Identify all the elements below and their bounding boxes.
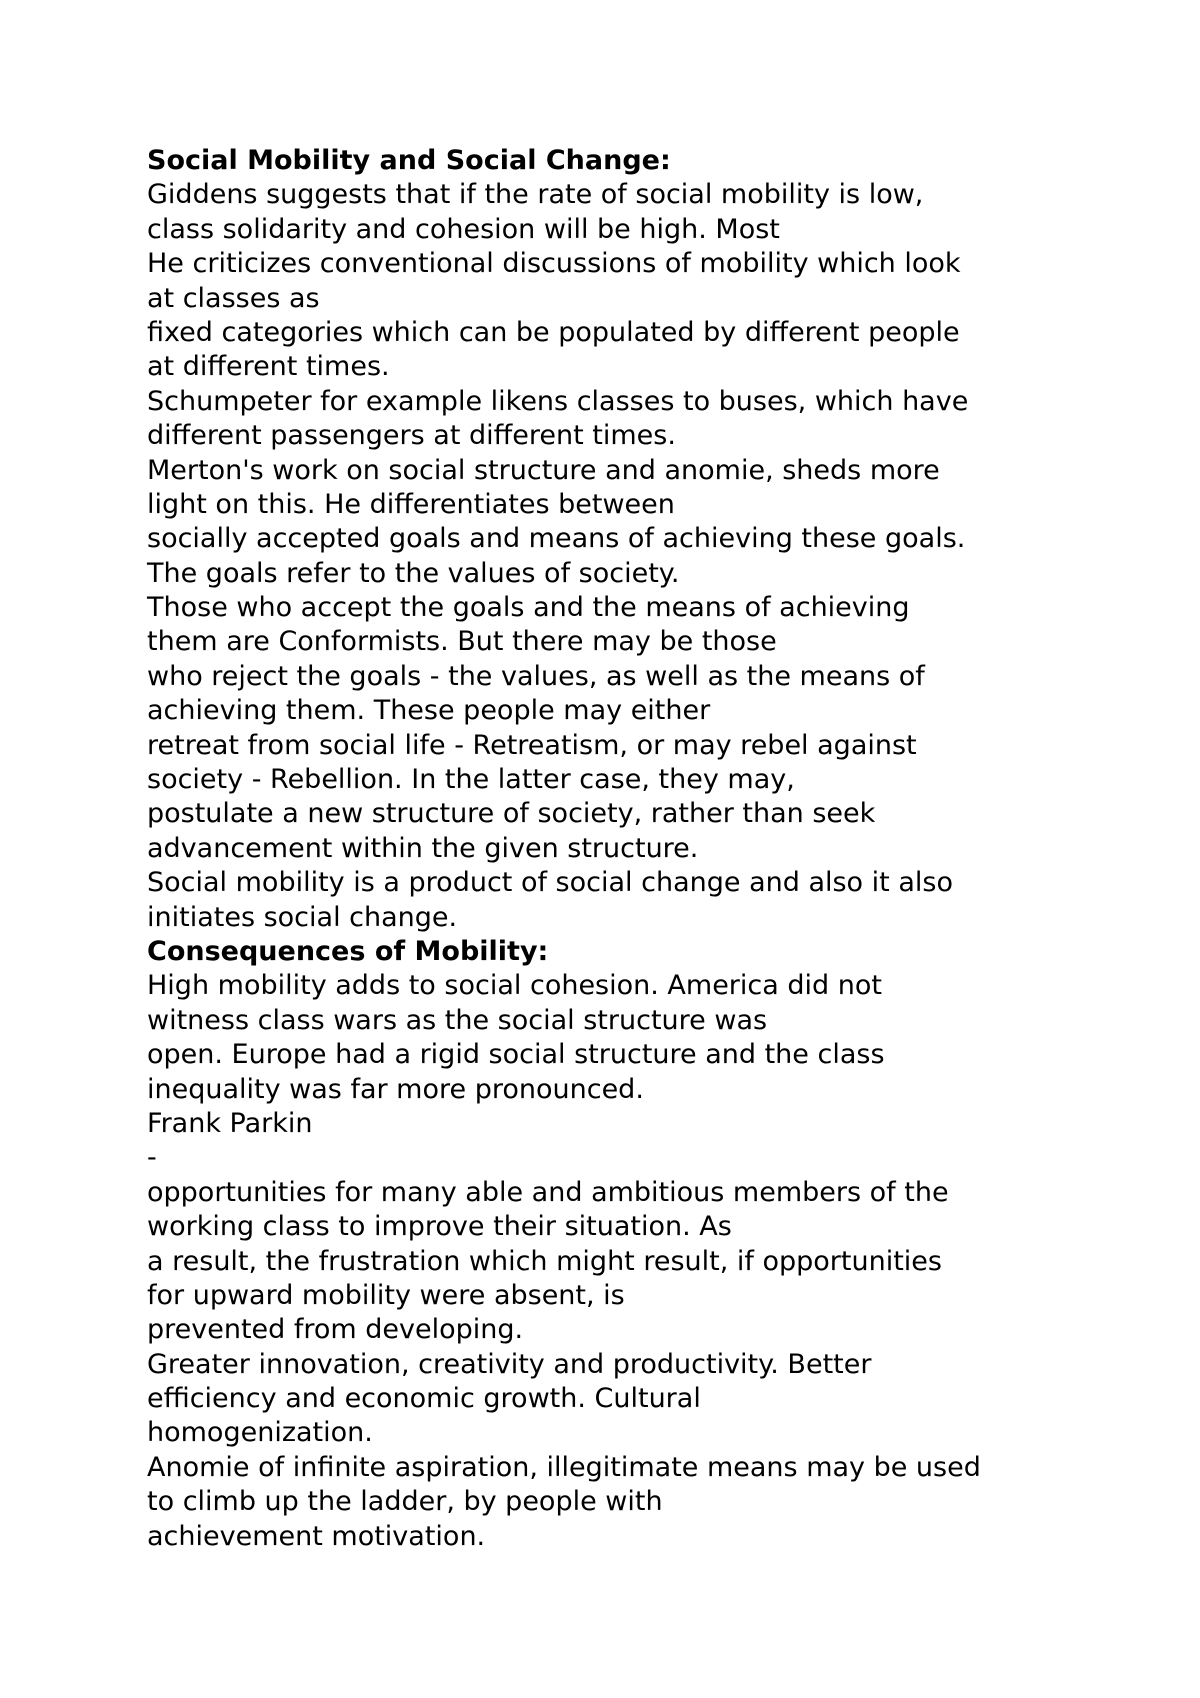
text-line: society - Rebellion. In the latter case, they may, <box>147 764 795 796</box>
text-line: initiates social change. <box>147 901 458 933</box>
text-line: witness class wars as the social structure was <box>147 1004 768 1036</box>
text-line: efficiency and economic growth. Cultural <box>147 1383 701 1415</box>
text-line: to climb up the ladder, by people with <box>147 1486 663 1518</box>
text-line: Frank Parkin <box>147 1107 313 1139</box>
section-heading: Consequences of Mobility: <box>147 935 549 967</box>
text-line: opportunities for many able and ambitious members of the <box>147 1176 949 1208</box>
text-line: light on this. He differentiates between <box>147 488 675 520</box>
text-line: different passengers at different times. <box>147 420 676 452</box>
section-heading: Social Mobility and Social Change: <box>147 145 671 176</box>
text-line: prevented from developing. <box>147 1314 524 1346</box>
text-line: Merton's work on social structure and anomie, sheds more <box>147 454 940 486</box>
text-line: working class to improve their situation. As <box>147 1211 732 1243</box>
text-line: High mobility adds to social cohesion. America did not <box>147 970 882 1002</box>
text-line: achievement motivation. <box>147 1520 486 1552</box>
text-line: class solidarity and cohesion will be high. Most <box>147 213 780 245</box>
text-line: who reject the goals - the values, as well as the means of <box>147 660 925 692</box>
text-line: Schumpeter for example likens classes to buses, which have <box>147 385 969 417</box>
text-line: Greater innovation, creativity and productivity. Better <box>147 1348 872 1380</box>
text-line: inequality was far more pronounced. <box>147 1073 644 1105</box>
text-line: them are Conformists. But there may be those <box>147 626 777 658</box>
text-line: for upward mobility were absent, is <box>147 1279 625 1311</box>
text-line: at different times. <box>147 351 390 383</box>
text-line: at classes as <box>147 282 320 314</box>
text-line: postulate a new structure of society, rather than seek <box>147 798 876 830</box>
document-body <box>147 144 1147 1554</box>
text-line: homogenization. <box>147 1417 373 1449</box>
text-line: open. Europe had a rigid social structure and the class <box>147 1039 885 1071</box>
text-line: - <box>147 1142 157 1174</box>
text-line: He criticizes conventional discussions of mobility which look <box>147 248 961 280</box>
text-line: socially accepted goals and means of achieving these goals. <box>147 523 966 555</box>
text-line: fixed categories which can be populated by different people <box>147 316 960 348</box>
text-line: Social mobility is a product of social change and also it also <box>147 867 953 899</box>
text-line: achieving them. These people may either <box>147 695 711 727</box>
text-line: Giddens suggests that if the rate of social mobility is low, <box>147 179 924 211</box>
text-line: The goals refer to the values of society. <box>147 557 680 589</box>
text-line: advancement within the given structure. <box>147 832 699 864</box>
text-line: Those who accept the goals and the means of achieving <box>147 592 910 624</box>
text-line: Anomie of infinite aspiration, illegitimate means may be used <box>147 1451 981 1483</box>
text-line: a result, the frustration which might result, if opportunities <box>147 1245 942 1277</box>
text-line: retreat from social life - Retreatism, or may rebel against <box>147 729 917 761</box>
